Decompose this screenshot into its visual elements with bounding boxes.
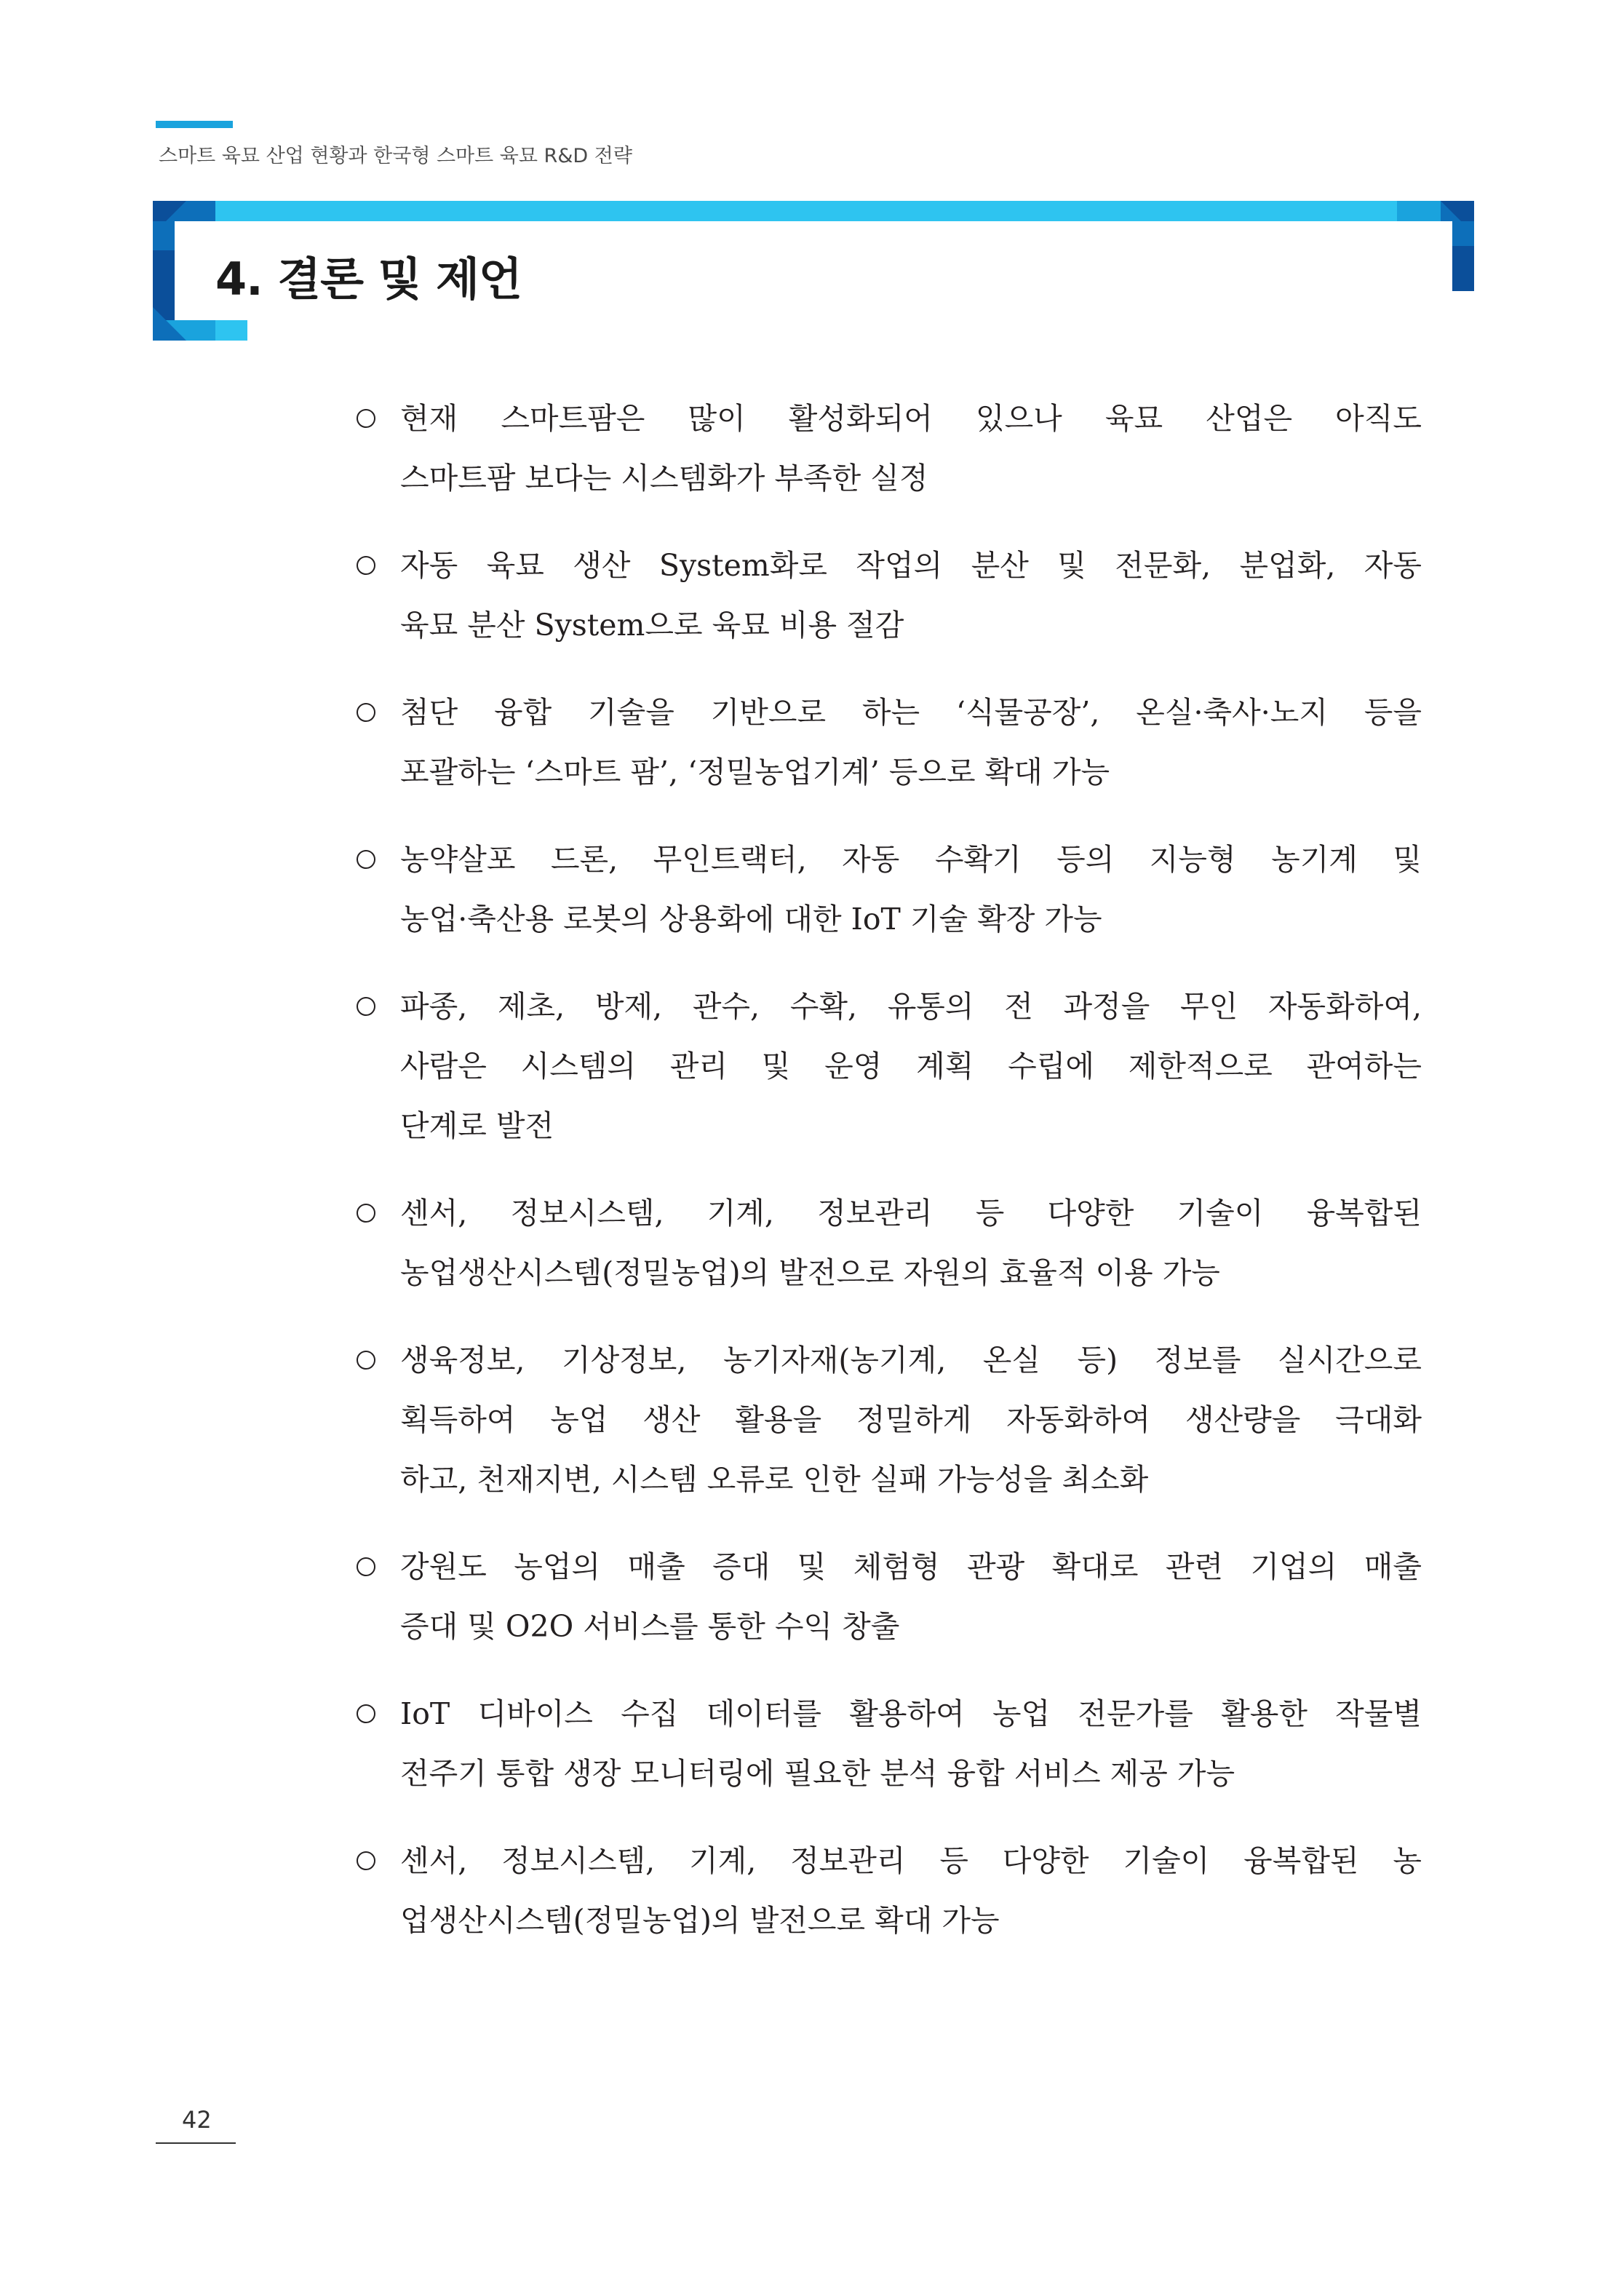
bullet-item (352, 1330, 1422, 1509)
section-title: 4. 결론 및 제언 (215, 253, 522, 306)
bullet-line: 첨단 융합 기술을 기반으로 하는 ‘식물공장’, 온실·축사·노지 등을 (400, 695, 1422, 730)
hollow-circle-icon (357, 997, 375, 1016)
bullet-line: 하고, 천재지변, 시스템 오류로 인한 실패 가능성을 최소화 (400, 1462, 1149, 1497)
running-head-accent-bar (156, 121, 233, 128)
bullet-item (352, 1831, 1422, 1950)
hollow-circle-icon (357, 1204, 375, 1223)
bullet-item (352, 977, 1422, 1156)
hollow-circle-icon (357, 1351, 375, 1370)
bullet-line: 육묘 분산 System으로 육묘 비용 절감 (400, 608, 904, 643)
conclusion-bullet-list (352, 389, 1422, 1978)
bullet-line: 농업·축산용 로봇의 상용화에 대한 IoT 기술 확장 가능 (400, 902, 1102, 937)
bullet-line: 자동 육묘 생산 System화로 작업의 분산 및 전문화, 분업화, 자동 (400, 548, 1422, 583)
bullet-item (352, 536, 1422, 655)
hollow-circle-icon (357, 556, 375, 575)
page-number-rule (156, 2142, 236, 2144)
bullet-line: 단계로 발전 (400, 1108, 554, 1143)
section-title-frame (0, 0, 1624, 378)
bullet-line: 증대 및 O2O 서비스를 통한 수익 창출 (400, 1609, 900, 1644)
hollow-circle-icon (357, 703, 375, 722)
hollow-circle-icon (357, 1851, 375, 1870)
hollow-circle-icon (357, 1704, 375, 1723)
hollow-circle-icon (357, 1557, 375, 1576)
bullet-item (352, 389, 1422, 508)
page-number: 42 (182, 2106, 212, 2134)
bullet-line: 현재 스마트팜은 많이 활성화되어 있으나 육묘 산업은 아직도 (400, 401, 1422, 436)
hollow-circle-icon (357, 850, 375, 869)
bullet-item (352, 830, 1422, 949)
hollow-circle-icon (357, 409, 375, 428)
bullet-line: 센서, 정보시스템, 기계, 정보관리 등 다양한 기술이 융복합된 (400, 1196, 1422, 1231)
bullet-line: 생육정보, 기상정보, 농기자재(농기계, 온실 등) 정보를 실시간으로 (400, 1343, 1422, 1378)
bullet-line: 강원도 농업의 매출 증대 및 체험형 관광 확대로 관련 기업의 매출 (400, 1549, 1422, 1584)
bullet-line: 파종, 제초, 방제, 관수, 수확, 유통의 전 과정을 무인 자동화하여, (400, 989, 1422, 1024)
bullet-item (352, 1183, 1422, 1303)
bullet-line: 농약살포 드론, 무인트랙터, 자동 수확기 등의 지능형 농기계 및 (400, 842, 1422, 877)
bullet-item (352, 1684, 1422, 1803)
bullet-line: 사람은 시스템의 관리 및 운영 계획 수립에 제한적으로 관여하는 (400, 1049, 1422, 1084)
bullet-line: 업생산시스템(정밀농업)의 발전으로 확대 가능 (400, 1903, 1000, 1938)
bullet-line: 농업생산시스템(정밀농업)의 발전으로 자원의 효율적 이용 가능 (400, 1255, 1220, 1290)
bullet-item (352, 1537, 1422, 1656)
bullet-line: 센서, 정보시스템, 기계, 정보관리 등 다양한 기술이 융복합된 농 (400, 1843, 1422, 1878)
running-head: 스마트 육묘 산업 현황과 한국형 스마트 육묘 R&D 전략 (159, 145, 632, 167)
bullet-line: IoT 디바이스 수집 데이터를 활용하여 농업 전문가를 활용한 작물별 (400, 1696, 1422, 1731)
bullet-line: 스마트팜 보다는 시스템화가 부족한 실정 (400, 461, 928, 496)
bullet-line: 전주기 통합 생장 모니터링에 필요한 분석 융합 서비스 제공 가능 (400, 1756, 1235, 1791)
bullet-line: 포괄하는 ‘스마트 팜’, ‘정밀농업기계’ 등으로 확대 가능 (400, 755, 1110, 790)
bullet-line: 획득하여 농업 생산 활용을 정밀하게 자동화하여 생산량을 극대화 (400, 1402, 1422, 1437)
bullet-item (352, 683, 1422, 802)
